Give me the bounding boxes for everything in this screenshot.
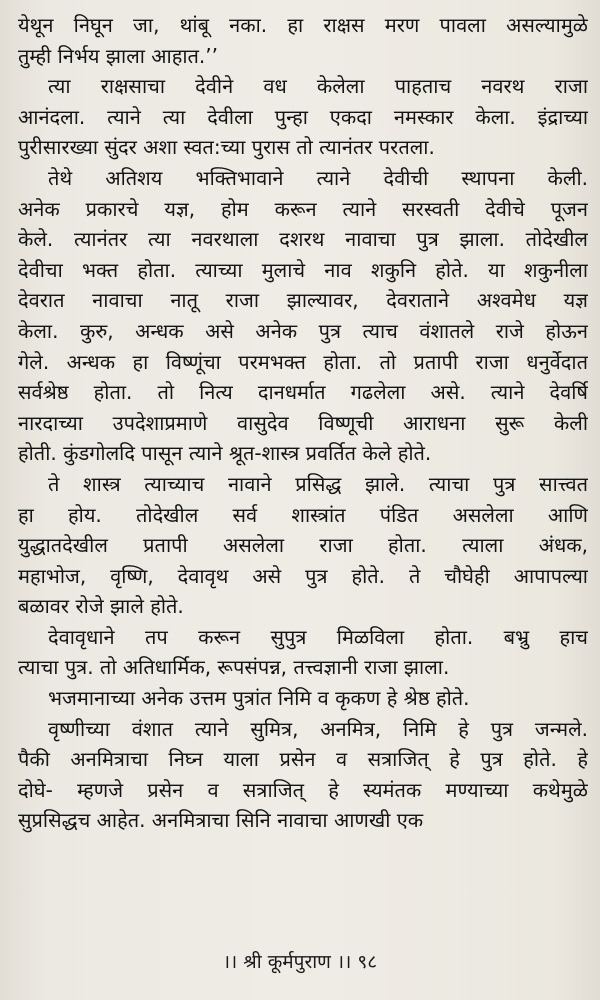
text-line: केला. कुरु, अन्धक असे अनेक पुत्र त्याच वंशातले राजे होऊन — [18, 318, 588, 343]
text-line: गेले. अन्धक हा विष्णूंचा परमभक्त होता. तो प्रतापी राजा धनुर्वेदात — [18, 349, 588, 374]
text-line: आनंदला. त्याने त्या देवीला पुन्हा एकदा नमस्कार केला. इंद्राच्या — [18, 104, 588, 129]
body-text — [18, 10, 588, 836]
text-line: होती. कुंडगोलदि पासून त्याने श्रूत-शास्त्र प्रवर्तित केले होते. — [18, 441, 432, 466]
paragraph — [18, 10, 588, 71]
text-line: बळावर रोजे झाले होते. — [18, 594, 184, 619]
paragraph — [18, 163, 588, 469]
paragraph — [18, 71, 588, 163]
text-line: वृष्णीच्या वंशात त्याने सुमित्र, अनमित्र, निमि हे पुत्र जन्मले. — [48, 716, 588, 741]
text-line: युद्धातदेखील प्रतापी असलेला राजा होता. त्याला अंधक, — [18, 533, 588, 558]
text-line: अनेक प्रकारचे यज्ञ, होम करून त्याने सरस्वती देवीचे पूजन — [18, 196, 588, 221]
text-line: तुम्ही निर्भय झाला आहात.’’ — [18, 43, 219, 68]
text-line: पुरीसारख्या सुंदर अशा स्वत:च्या पुरास तो त्यानंतर परतला. — [18, 135, 435, 160]
text-line: भजमानाच्या अनेक उत्तम पुत्रांत निमि व कृकण हे श्रेष्ठ होते. — [48, 686, 470, 711]
text-line: त्याचा पुत्र. तो अतिधार्मिक, रूपसंपन्न, तत्त्वज्ञानी राजा झाला. — [18, 655, 450, 680]
page-footer: ।। श्री कूर्मपुराण ।। ९८ — [222, 951, 378, 973]
text-line: नारदाच्या उपदेशाप्रमाणे वासुदेव विष्णूची आराधना सुरू केली — [18, 410, 588, 435]
paragraph — [18, 683, 588, 714]
text-line: त्या राक्षसाचा देवीने वध केलेला पाहताच नवरथ राजा — [48, 74, 588, 99]
text-line: येथून निघून जा, थांबू नका. हा राक्षस मरण पावला असल्यामुळे — [18, 13, 588, 37]
paragraph — [18, 622, 588, 683]
text-line: केले. त्यानंतर त्या नवरथाला दशरथ नावाचा पुत्र झाला. तोदेखील — [18, 227, 588, 252]
text-line: पैकी अनमित्राचा निघ्न याला प्रसेन व सत्राजित् हे पुत्र होते. हे — [18, 747, 588, 772]
text-line: सुप्रसिद्धच आहेत. अनमित्राचा सिनि नावाचा आणखी एक — [18, 808, 424, 833]
text-line: दोघे- म्हणजे प्रसेन व सत्राजित् हे स्यमंतक मण्याच्या कथेमुळे — [18, 777, 588, 802]
text-line: हा होय. तोदेखील सर्व शास्त्रांत पंडित असलेला आणि — [18, 502, 588, 527]
text-line: तेथे अतिशय भक्तिभावाने त्याने देवीची स्थापना केली. — [48, 165, 588, 190]
text-line: ते शास्त्र त्याच्याच नावाने प्रसिद्ध झाले. त्याचा पुत्र सात्त्वत — [48, 471, 588, 496]
text-line: देवरात नावाचा नातू राजा झाल्यावर, देवराताने अश्वमेध यज्ञ — [18, 288, 588, 313]
paragraph — [18, 714, 588, 836]
text-line: देवावृधाने तप करून सुपुत्र मिळविला होता. बभ्रु हाच — [48, 624, 588, 649]
text-line: महाभोज, वृष्णि, देवावृथ असे पुत्र होते. ते चौघेही आपापल्या — [18, 563, 588, 588]
text-line: सर्वश्रेष्ठ होता. तो नित्य दानधर्मात गढलेला असे. त्याने देवर्षि — [18, 380, 588, 405]
text-line: देवीचा भक्त होता. त्याच्या मुलाचे नाव शकुनि होते. या शकुनीला — [18, 257, 588, 282]
paragraph — [18, 469, 588, 622]
